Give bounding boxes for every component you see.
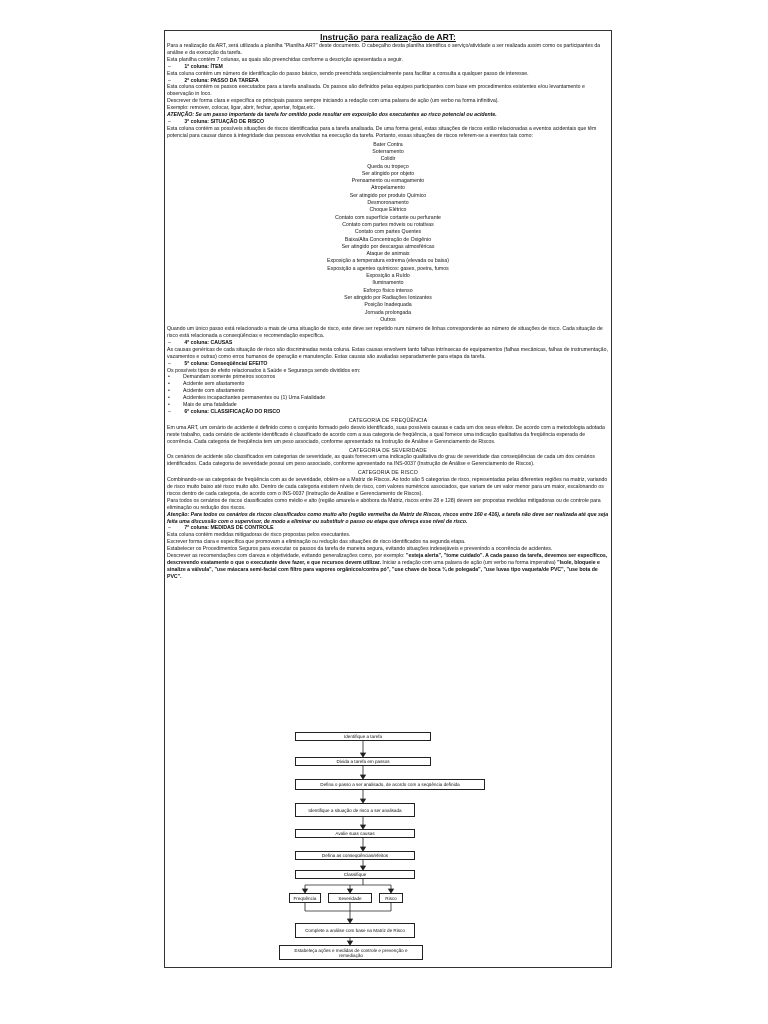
column-2-text: Descrever de forma clara e específica os principais passos sempre iniciando a redação com uma palavra de ação (um verbo na forma infinitiva). (167, 98, 499, 105)
effect-item: • Acidentes incapacitantes permanentes ou (1) Uma Fatalidade (167, 395, 609, 402)
column-3-heading: – 3ª coluna: SITUAÇÃO DE RISCO (167, 119, 609, 126)
severity-text: Os cenários de acidente são classificados em categorias de severidade, as quais fornecem uma indicação qualitativa do grau de severidade das conseqüências de cada um dos cenários identificados. Cada categoria de severidade possui um peso associado, conforme apresentado na INS-0037 (Instrução de Análise e Gerenciamento de Riscos). (167, 454, 595, 468)
flow-step-establish-actions: Estabeleça ações e medidas de controle e prevenção e remediação (279, 945, 423, 960)
risk-situation-item: Exposição a temperatura extrema (elevada ou baixa) (327, 258, 449, 265)
flow-branch-frequency: Freqüência (289, 893, 321, 903)
column-7-recommendation: Descrever as recomendações com clareza e objetividade, evitando generalizações como, por exemplo: "esteja alerta", "tome cuidado". A cada passo da tarefa, devemos ser específicos, descrevendo exatamente o que o executante deve fazer, e que recursos devem utilizar. Iniciar a redação com uma palavra de ação (um verbo na forma imperativa) "Isole, bloqueie e sinalize a válvula", "use máscara semi-facial com filtro para vapores orgânicos/contra pó", "use chave de boca ¾ de polegada", "use luvas tipo vaqueta/de PVC", "use bota de PVC". (167, 553, 608, 580)
risk-warning: Atenção: Para todos os cenários de riscos classificados como muito alto (região vermelha da Matriz de Riscos, riscos entre 160 e 416), a tarefa não deve ser realizada até que seja feita uma discussão com o supervisor, de modo a eliminar ou substituir o passo ou etapa que ofereça esse nível de risco. (167, 511, 609, 525)
effect-item: • Demandam somente primeiros socorros (167, 374, 609, 381)
risk-text: Combinando-se as categorias de freqüência com as de severidade, obtém-se a Matriz de Riscos. Ao todo são 5 categorias de risco, representadas pelas diferentes regiões na matriz, variando de risco muito baixo até risco muito alto. Dentro de cada categoria existem níveis de risco, com valores numéricos associados, que variam de um valor menor para um maior, escalonando os riscos dentro de cada categoria, de acordo com o INS-0037 (Instrução de Análise e Gerenciamento de Riscos). (167, 477, 608, 497)
column-2-warning: ATENÇÃO: Se um passo importante da tarefa for omitido pode resultar em exposição dos executantes ao risco potencial ou acidente. (167, 112, 497, 119)
risk-situation-item: Ataque de animais (366, 251, 410, 258)
frequency-category-title: CATEGORIA DE FREQÜÊNCIA (348, 417, 428, 424)
instruction-document (164, 30, 612, 968)
column-5-heading: – 5ª coluna: Conseqüência/ EFEITO (167, 361, 609, 368)
column-7-text: Estabelecer os Procedimentos Seguros para executar os passos da tarefa de maneira segura, evitando situações indesejáveis e prevenindo a ocorrência de acidentes. (167, 546, 553, 553)
column-2-text: Esta coluna contém os passos executados para a tarefa analisada. Os passos são definidos pelas equipes participantes com base em procedimentos existentes e/ou levantamento e observação in loco. (167, 84, 585, 98)
risk-situation-item: Choque Elétrico (369, 207, 407, 214)
effect-item: • Acidente sem afastamento (167, 381, 609, 388)
intro-paragraph: Esta planilha contém 7 colunas, as quais são preenchidas conforme a descrição apresentada a seguir. (167, 56, 403, 63)
risk-situation-item: Prensamento ou esmagamento (351, 178, 425, 185)
risk-situation-item: Colidir (380, 156, 396, 163)
risk-situation-item: Esforço físico intenso (363, 287, 413, 294)
risk-situation-item: Exposição a Ruído (366, 273, 410, 280)
column-2-example: Exemplo: remover, colocar, ligar, abrir, fechar, apertar, folgar,etc. (167, 105, 315, 112)
risk-situation-item: Ser atingido por Radiações Ionizantes (344, 294, 432, 301)
effects-list (167, 374, 609, 409)
risk-situation-item: Exposição a agentes químicos: gases, poeira, fumos (327, 265, 449, 272)
flow-step-evaluate-causes: Avalie suas causas (295, 829, 415, 838)
column-5-text: Os possíveis tipos de efeito relacionados à Saúde e Segurança sendo divididos em: (167, 367, 361, 374)
risk-situation-item: Queda ou tropeço (367, 163, 409, 170)
frequency-text: Em uma ART, um cenário de acidente é definido como o conjunto formado pelo desvio identificado, suas possíveis causas e cada um dos seus efeitos. De acordo com a metodologia adotada neste trabalho, cada cenário de acidente identificado é classificado de acordo com a sua categoria de freqüência, a qual fornece uma indicação qualitativa da freqüência esperada de ocorrência. Cada categoria de freqüência tem um peso associado, conforme apresentado na Instrução de Análise e Gerenciamento de Riscos. (167, 424, 605, 445)
risk-text: Para todos os cenários de riscos classificados como médio e alto (região amarela e abóbora da Matriz, riscos entre 28 e 128) devem ser propostas medidas mitigadoras ou de controle para eliminação ou redução dos riscos. (167, 497, 601, 511)
column-1-heading: – 1ª coluna: ÍTEM (167, 64, 609, 71)
flow-branch-severity: Severidade (328, 893, 372, 903)
risk-category-title: CATEGORIA DE RISCO (358, 470, 418, 477)
document-title: Instrução para realização de ART: (320, 32, 456, 42)
column-2-heading: – 2ª coluna: PASSO DA TAREFA (167, 78, 609, 85)
flow-step-identify-task: Identifique a tarefa (295, 732, 431, 741)
process-flowchart (165, 731, 612, 968)
risk-situation-list (167, 142, 609, 324)
flow-branch-risk: Risco (379, 893, 403, 903)
risk-situation-item: Contato com superfície cortante ou perfurante (335, 214, 441, 221)
column-6-heading: – 6ª coluna: CLASSIFICAÇÃO DO RISCO (167, 409, 609, 416)
risk-situation-item: Atropelamento (371, 185, 405, 192)
column-7-text: Esta coluna contém medidas mitigadoras de risco propostas pelos executantes. (167, 532, 351, 539)
intro-paragraph: Para a realização da ART, será utilizada a planilha "Planilha ART" deste documento. O cabeçalho desta planilha identifica o serviço/atividade a ser realizada assim como os participantes da análise e da execução da tarefa. (167, 43, 601, 56)
risk-situation-item: Desmoronamento (367, 200, 409, 207)
flow-step-classify: Classifique (295, 870, 415, 879)
risk-situation-item: Contato com partes móveis ou rotativas (342, 221, 434, 228)
flow-step-define-consequences: Defina as conseqüências/efeitos (295, 851, 415, 860)
risk-situation-item: Baixa/Alta Concentração de Oxigênio (344, 236, 432, 243)
risk-situation-item: Ser atingido por descargas atmosféricas (341, 243, 435, 250)
column-4-text: As causas genéricas de cada situação de risco são discriminadas nesta coluna. Estas causas envolvem tanto falhas intrínsecas de equipamentos (falhas mecânicas, falhas de instrumentação, vazamentos e outras) como erros humanos de operação e manutenção. Estas causas são avaliadas separadamente para etapa da tarefa. (167, 346, 608, 360)
column-1-text: Esta coluna contém um número de identificação do passo básico, sendo preenchida seqüencialmente para facilitar a consulta a qualquer passo de interesse. (167, 70, 529, 77)
risk-situation-item: Soterramento (372, 148, 404, 155)
column-3-text: Esta coluna contém as possíveis situações de riscos identificadas para a tarefa analisada. De uma forma geral, estas situações de riscos estão relacionadas a eventos acidentais que têm potencial para causar danos à integridade das pessoas envolvidas na execução da tarefa. Portanto, essas situações de riscos referem-se a eventos tais como: (167, 125, 597, 139)
column-3-after: Quando um único passo está relacionado a mais de uma situação de risco, este deve ser repetido num número de linhas correspondente ao número de situações de risco. Cada situação de risco está relacionada a conseqüências e recomendação específica. (167, 326, 603, 340)
flow-step-divide-task: Divida a tarefa em passos (295, 757, 431, 766)
risk-situation-item: Contato com partes Quentes (354, 229, 422, 236)
effect-item: • Mais de uma fatalidade (167, 402, 609, 409)
flow-step-identify-risk: Identifique a situação de risco a ser analisada (295, 803, 415, 817)
flow-step-define-step: Defina o passo a ser analisado, de acordo com a seqüência definida (295, 779, 485, 790)
effect-item: • Acidente com afastamento (167, 388, 609, 395)
column-4-heading: – 4ª coluna: CAUSAS (167, 340, 609, 347)
risk-situation-item: Bater Contra (373, 141, 403, 148)
risk-situation-item: Ser atingido por produto Químico (349, 192, 427, 199)
severity-category-title: CATEGORIA DE SEVERIDADE (348, 447, 427, 454)
risk-situation-item: Posição Inadequada (364, 302, 412, 309)
risk-situation-item: Jornada prolongada (364, 309, 412, 316)
flow-step-complete-analysis: Complete a análise com base na Matriz de Risco (295, 923, 415, 938)
risk-situation-item: Iluminamento (372, 280, 404, 287)
column-7-text: Escrever forma clara e específica que promovam a eliminação ou redução das situações de risco identificados na segunda etapa. (167, 539, 466, 546)
risk-situation-item: Outros (380, 316, 396, 323)
risk-situation-item: Ser atingido por objeto (361, 170, 415, 177)
column-7-heading: – 7ª coluna: MEDIDAS DE CONTROLE (167, 525, 609, 532)
